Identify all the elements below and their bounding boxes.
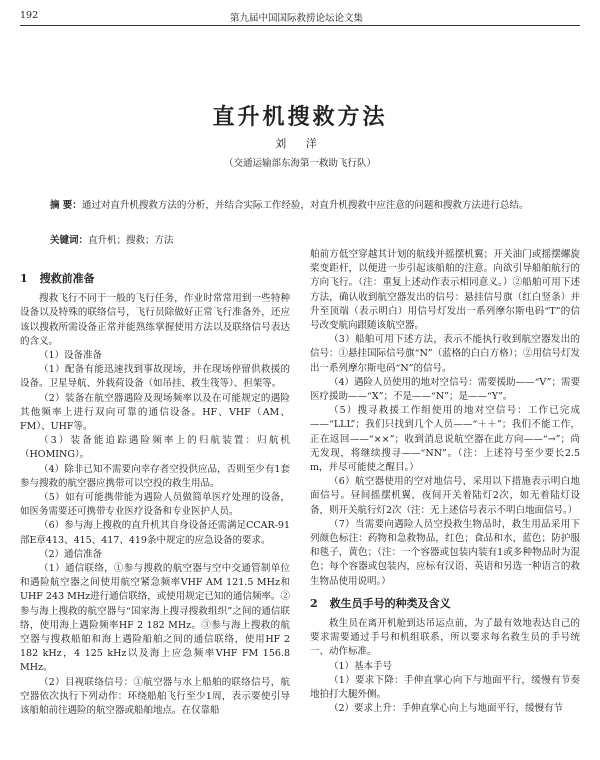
header-rule [20,25,580,26]
paper-title: 直升机搜救方法 [212,104,388,130]
subheading: （2）通信准备 [39,548,103,560]
affiliation: （交通运输部东海第一救助飞行队） [223,158,376,169]
section-heading [310,597,580,611]
paragraph: （1）配备有能迅速找到事故现场，并在现场停留供救援的设备。卫星导航、外载荷设备（如吊挂、救生筏等）、担架等。 [20,364,290,390]
section-number: 2 [310,596,318,610]
abstract [50,198,540,214]
paragraph: 舶前方低空穿越其计划的航线并摇摆机翼；开关油门或摇摆螺旋桨变距杆，以便进一步引起该船舶的注意。向欲引导船舶航行的方向飞行。（注：重复上述动作表示相同意义。）②船舶可用下述方法，确认收到航空器发出的信号：悬挂信号旗（红白竖条）并升至顶端（表示明白）用信号灯发出一系列摩尔斯电码“T”的信号改变航向跟随该航空器。 [310,249,580,332]
subheading: （1）基本手号 [329,660,393,672]
abstract-label: 摘 要： [50,200,82,211]
paragraph: （3）装备能追踪遇险频率上的归航装置：归航机（HOMING）。 [20,435,290,461]
paragraph: （2）装备在航空器遇险及现场频率以及在可能规定的遇险其他频率上进行双向可靠的通信设备。HF、VHF（AM、FM）、UHF等。 [20,392,290,433]
paragraph: （6）航空器使用的空对地信号，采用以下措施表示明白地面信号。昼间摇摆机翼，夜间开关着陆灯2次，如无着陆灯设备，则开关航行灯2次（注：无上述信号表示不明白地面信号。） [310,476,580,516]
paragraph: （6）参与海上搜救的直升机其自身设备还需满足CCAR-91部E章413、415、417、419条中规定的应急设备的要求。 [20,520,290,546]
paragraph: （3）船舶可用下述方法，表示不能执行收到航空器发出的信号：①悬挂国际信号旗“N”（蓝格的白白方格）；②用信号灯发出一系列摩尔斯电码“N”的信号。 [310,334,580,374]
paragraph: （2）要求上升：手伸直掌心向上与地面平行，缓慢有节 [329,703,564,715]
section-title: 搜救前准备 [39,272,95,285]
paragraph: （7）当需要向遇险人员空投救生物品时，救生用品采用下列颜色标注：药物和急救物品，红色；食品和水，蓝色；防护服和毯子，黄色；（注：一个容器或包装内装有1或多种物品时为混色；每个容器或包装内，应标有汉语、英语和另选一种语言的救生物品使用说明。） [310,518,580,587]
paragraph: （4）除非已知不需要向幸存者空投供应品，否则至少有1套参与搜救的航空器应携带可以空投的救生用品。 [20,463,290,489]
paragraph: （5）如有可能携带能为遇险人员做简单医疗处理的设备，如医务需要还可携带专业医疗设备和专业医护人员。 [20,492,290,518]
page-number: 192 [20,10,39,21]
author: 刘 洋 [275,137,325,150]
right-column [310,248,580,717]
section-heading [20,272,290,286]
paragraph: （1）通信联络，①参与搜救的航空器与空中交通管制单位和遇险航空器之间使用航空紧急频率VHF AM 121.5 MHz和UHF 243 MHz进行通信联络，或使用规定已知的通信频率。②参与海上搜救的航空器与“国家海上搜寻搜救组织”之间的通信联络，使用海上遇险频率HF 2 182 MHz。③参与海上搜救的航空器与搜救船舶和海上遇险船舶之间的通信联络，使用HF 2 182 kHz，4 125 kHz以及海上应急频率VHF FM 156.8 MHz。 [20,563,290,674]
subheading: （1）设备准备 [39,350,103,362]
paragraph: （2）目视联络信号：①航空器与水上船舶的联络信号，航空器依次执行下列动作：环绕船舶飞行至少1周，表示要使引导该船舶前往遇险的航空器或船舶地点。在仅靠船 [20,676,290,717]
keywords-text: 直升机；搜救；方法 [88,235,174,246]
abstract-text: 通过对直升机搜救方法的分析，并结合实际工作经验，对直升机搜救中应注意的问题和搜救方法进行总结。 [81,200,529,211]
running-title: 第九届中国国际救捞论坛论文集 [230,13,364,24]
paragraph: （5）搜寻救援工作组使用的地对空信号：工作已完成——“LLL”；我们只找到几个人员——“＋＋”；我们不能工作，正在返回——“××”；收到消息说航空器在此方向——“→”；尚无发现，将继续搜寻——“NN”。（注：上述符号至少要长2.5 m，并尽可能使之醒目。） [310,405,580,474]
section-title: 救生员手号的种类及含义 [329,596,451,610]
left-column [20,264,290,718]
paragraph: 救生员在离开机舱到达吊运点前，为了最有效地表达自己的要求需要通过手号和机组联系，所以要求每名救生员的手号统一、动作标准。 [310,618,580,658]
section-number: 1 [20,272,28,285]
keywords-label: 关键词： [50,235,89,246]
keywords [50,232,540,246]
paragraph: （1）要求下降：手伸直掌心向下与地面平行，缓慢有节奏地拍打大腿外侧。 [310,674,580,701]
paragraph: （4）遇险人员使用的地对空信号：需要援助——“V”；需要医疗援助——“X”；不是——“N”；是——“Y”。 [310,376,580,403]
paragraph: 搜救飞行不同于一般的飞行任务，作业时常常用到一些特种设备以及特殊的联络信号，飞行员除做好正常飞行准备外，还应该以搜救所需设备正常并能熟练掌握使用方法以及联络信号表达的含义。 [20,293,290,347]
